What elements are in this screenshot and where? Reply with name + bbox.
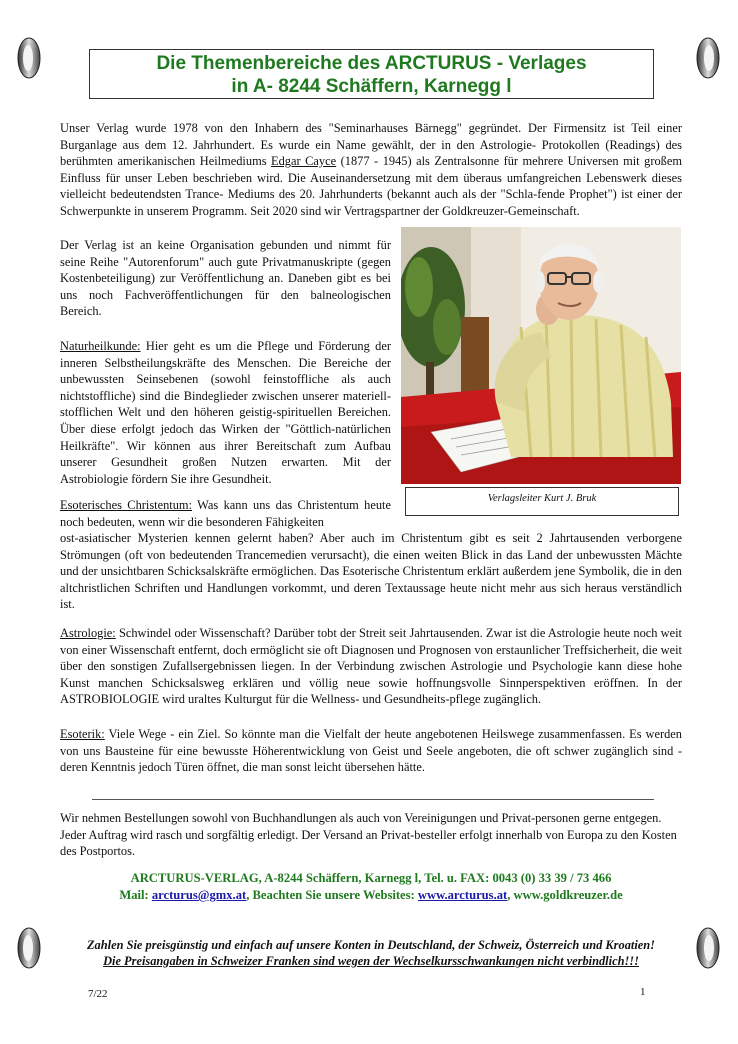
page-title xyxy=(89,49,654,99)
price-notice: Die Preisangaben in Schweizer Franken sind wegen der Wechselkursschwankungen nicht verbindlich!!! xyxy=(103,954,639,968)
contact-address: ARCTURUS-VERLAG, A-8244 Schäffern, Karnegg l, Tel. u. FAX: 0043 (0) 33 39 / 73 466 xyxy=(130,871,612,885)
contact-mail-web xyxy=(60,887,682,903)
separator: , xyxy=(507,888,514,902)
astrologie-text: Schwindel oder Wissenschaft? Darüber tobt der Streit seit Jahrtausenden. Zwar ist die Astrologie heute noch weit von einer Wissenschaft entfernt, doch ermöglicht sie oft Diagnosen und Prognosen von erstaunlicher Treffsicherheit, die weit über den sonstigen Zufallsergebnissen liegen. In der Verbindung zwischen Astrologie und Psychologie kann diese hohe Kunst manchen Schicksalsweg erklären und völlig neue sowie hoffnungsvolle Sinnperspektiven eröffnen. In der ASTROBIOLOGIE wird uraltes Kulturgut für die Wellness- und Gesundheits-pflege zugänglich. xyxy=(60,626,682,707)
website-goldkreuzer-link[interactable]: www.goldkreuzer.de xyxy=(513,888,623,902)
divider xyxy=(92,799,654,800)
websites-label: , Beachten Sie unsere Websites: xyxy=(246,888,418,902)
intro-text-b: (1877 - 1945) als Zentralsonne für mehrere Universen mit großem Einfluss für unser Leben beschrieben wird. Die Auseinandersetzung mit dem überaus umfangreichen Lebenswerk dieses vielleicht bedeutendsten Trance- Mediums des 20. Jahrhunderts (bekannt auch als der "Schla-fende Prophet") ist einer der Schwerpunkte in unserem Programm. Seit 2020 sind wir Vertragspartner der Goldkreuzer-Gemeinschaft. xyxy=(60,154,682,218)
title-line-2: in A- 8244 Schäffern, Karnegg l xyxy=(231,76,512,97)
christentum-paragraph-start xyxy=(60,497,391,530)
footer-date: 7/22 xyxy=(88,988,108,1000)
christentum-heading: Esoterisches Christentum: xyxy=(60,498,193,512)
email-link[interactable]: arcturus@gmx.at xyxy=(151,888,247,902)
esoterik-paragraph xyxy=(60,726,682,776)
edgar-cayce-link: Edgar Cayce xyxy=(271,154,337,169)
naturheilkunde-heading: Naturheilkunde: xyxy=(60,339,141,353)
title-line-1: Die Themenbereiche des ARCTURUS - Verlages xyxy=(156,53,587,74)
intro-paragraph xyxy=(60,120,682,220)
page-number: 1 xyxy=(640,986,646,998)
mail-label: Mail: xyxy=(119,888,152,902)
publisher-paragraph: Der Verlag ist an keine Organisation gebunden und nimmt für seine Reihe "Autorenforum" auch gute Privatmanuskripte (gegen Kostenbeteiligung) zur Veröffentlichung an. Daneben gibt es bei uns noch Fachveröffentlichungen für den balneologischen Bereich. xyxy=(60,238,391,319)
astrologie-heading: Astrologie: xyxy=(60,626,116,640)
website-arcturus-link[interactable]: www.arcturus.at xyxy=(417,888,508,902)
intro-text-a: Unser Verlag wurde 1978 von den Inhabern des "Seminarhauses Bärnegg" gegründet. Der Firmensitz ist Teil einer Burganlage aus dem 12. Jahrhundert. Es wurde ein Name gewählt, der in den Astrologie- Protokollen (Readings) des berühmten amerikanischen Heilmediums xyxy=(60,121,682,169)
esoterik-text: Viele Wege - ein Ziel. So könnte man die Vielfalt der heute angebotenen Heilswege zusammenfassen. Es werden von uns Bausteine für eine bewusste Höherentwicklung von Geist und Seele angeboten, die oft schwer zugänglich sind - deren Kenntnis jedoch Türen öffnet, die man sonst leicht übersehen hätte. xyxy=(60,727,682,775)
payment-notice: Zahlen Sie preisgünstig und einfach auf unsere Konten in Deutschland, der Schweiz, Österreich und Kroatien! xyxy=(86,938,655,952)
esoterik-heading: Esoterik: xyxy=(60,727,105,741)
christentum-text-a: Was kann uns das Christentum heute noch bedeuten, wenn wir die besonderen Fähigkeiten xyxy=(60,498,392,529)
corner-ornament-icon xyxy=(16,926,42,970)
naturheilkunde-paragraph xyxy=(60,338,391,487)
photo-caption: Verlagsleiter Kurt J. Bruk xyxy=(405,487,679,516)
astrologie-paragraph xyxy=(60,625,682,708)
corner-ornament-icon xyxy=(16,36,42,80)
orders-paragraph: Wir nehmen Bestellungen sowohl von Buchhandlungen als auch von Vereinigungen und Privat-personen gerne entgegen. Jeder Auftrag wird rasch und sorgfältig erledigt. Der Versand an Privat-besteller erfolgt innerhalb von Europa zu den Kosten des Postportos. xyxy=(60,811,677,859)
christentum-paragraph-end: ost-asiatischer Mysterien kennen gelernt haben? Aber auch im Christentum gibt es seit 2 Jahrtausenden verborgene Strömungen (oft von bedeutenden Trancemedien verursacht), die einen weiten Blick in das Land der unbewussten Mächte und der unsichtbaren Schicksalskräfte ermöglichen. Das Esoterische Christentum erklärt außerdem jene Symbolik, die in den altchristlichen Schriften und Handlungen vorkommt, und deren Textaussage heute nicht mehr aus sich heraus verständlich ist. xyxy=(60,531,682,612)
naturheilkunde-text: Hier geht es um die Pflege und Förderung der inneren Selbstheilungskräfte des Menschen. Die Bereiche der unbewussten Seinsebenen (sowohl feinstoffliche als auch nichtstoffliche) sind die Bindeglieder zwischen unserer materiell-stofflichen Welt und den höheren geistig-spirituellen Bereichen. Über diese erfolgt jedoch das Wirken der "Göttlich-natürlichen Heilkräfte". Wir können aus ihrer Bereitschaft zum Aufbau unserer Gesundheit großen Nutzen erwarten. Mit der Astrobiologie fördern Sie ihre Gesundheit. xyxy=(60,339,391,486)
corner-ornament-icon xyxy=(695,926,721,970)
portrait-photo xyxy=(401,227,681,484)
corner-ornament-icon xyxy=(695,36,721,80)
